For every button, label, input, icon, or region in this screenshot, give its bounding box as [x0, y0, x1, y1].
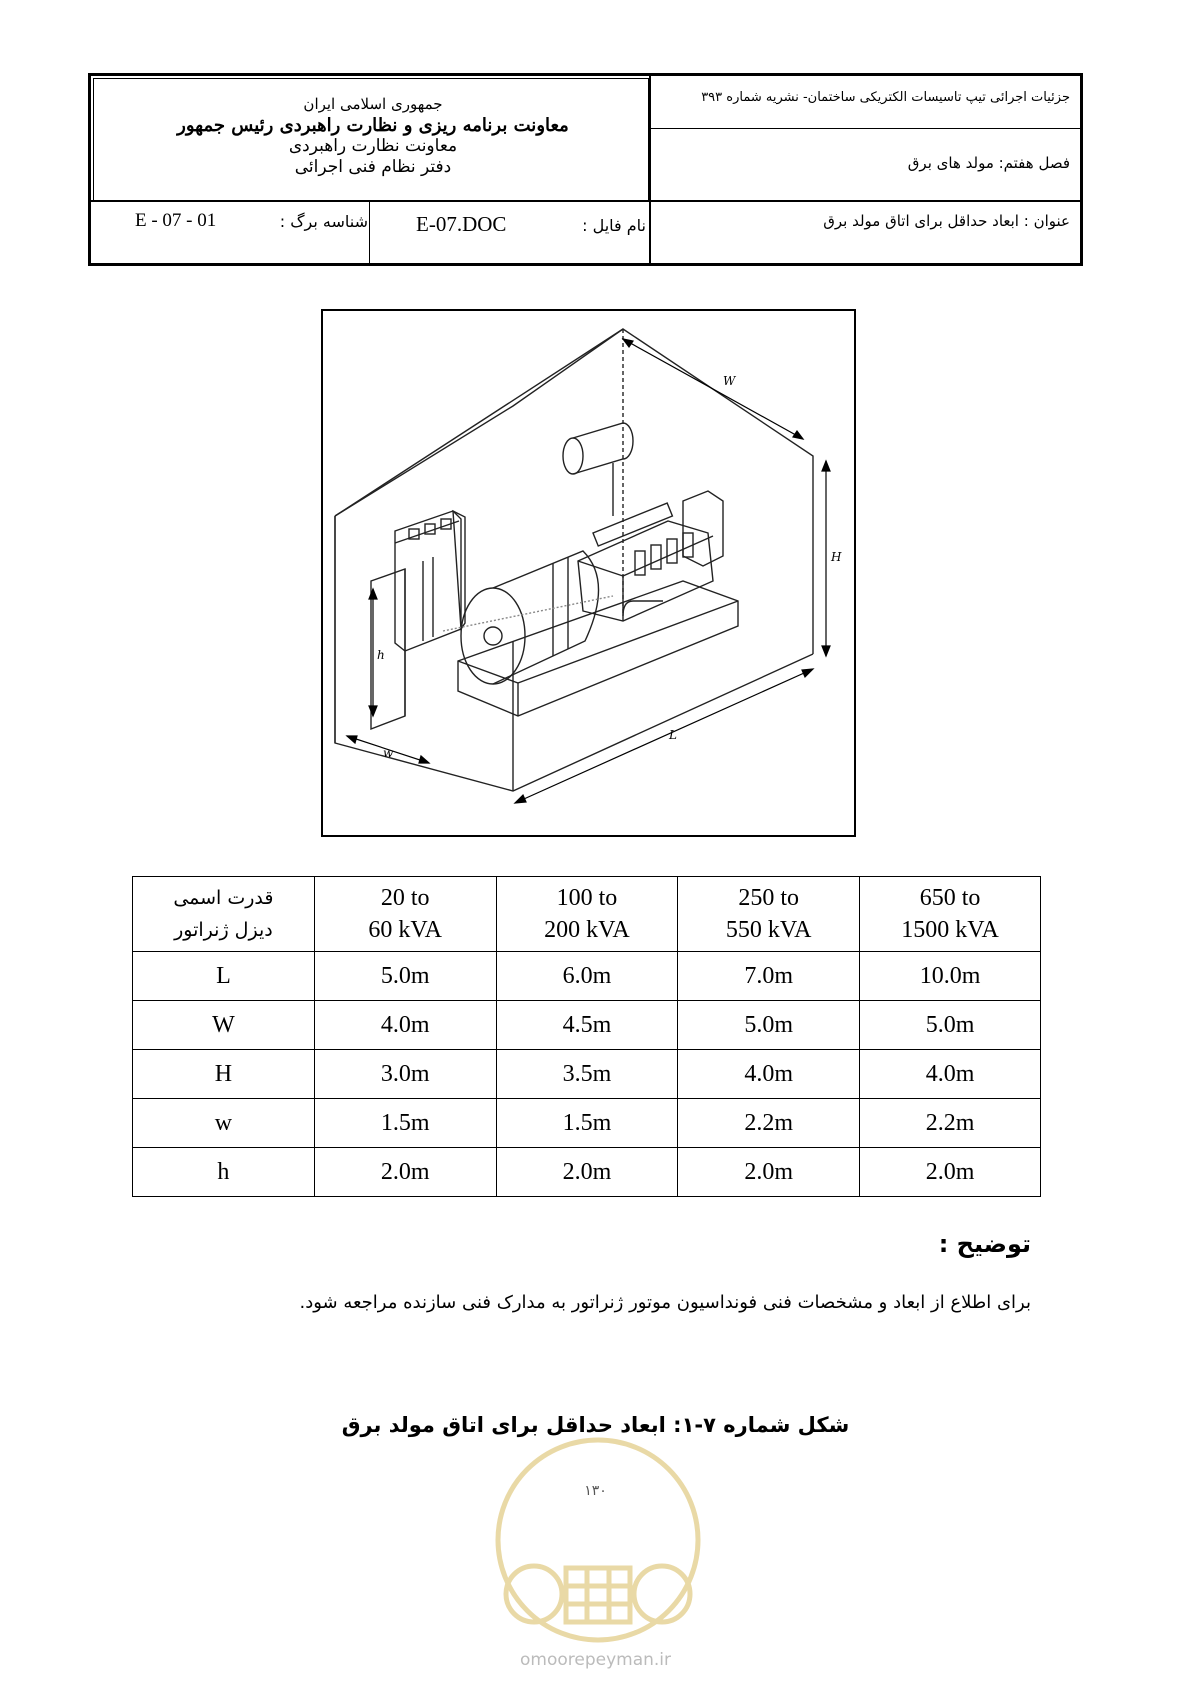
- table-row: [133, 1148, 1041, 1197]
- org-line-2: معاونت برنامه ریزی و نظارت راهبردی رئیس جمهور: [177, 115, 569, 136]
- table-cell: 4.0m: [860, 1050, 1041, 1099]
- table-cell: 3.5m: [496, 1050, 678, 1099]
- watermark-text: omoorepeyman.ir: [519, 1650, 672, 1670]
- row-label-L: L: [133, 952, 315, 1001]
- table-row: [133, 1099, 1041, 1148]
- dimension-label-W: W: [723, 374, 736, 388]
- row-label-h: h: [133, 1148, 315, 1197]
- org-line-4: دفتر نظام فنی اجرائی: [294, 157, 452, 177]
- dimension-label-w: w: [383, 746, 394, 760]
- table-cell: 2.2m: [860, 1099, 1041, 1148]
- table-row: [133, 1001, 1041, 1050]
- watermark-logo-icon: [482, 1432, 714, 1648]
- table-cell: 6.0m: [496, 952, 678, 1001]
- table-cell: 5.0m: [314, 952, 496, 1001]
- file-label: نام فایل :: [582, 216, 646, 235]
- table-cell: 4.0m: [314, 1001, 496, 1050]
- header-cell-range-1: 20 to 60 kVA: [314, 877, 496, 952]
- table-cell: 4.5m: [496, 1001, 678, 1050]
- table-cell: 10.0m: [860, 952, 1041, 1001]
- table-cell: 7.0m: [678, 952, 860, 1001]
- dimensions-table: [132, 876, 1041, 1197]
- sheet-label: شناسه برگ :: [279, 212, 368, 231]
- table-cell: 5.0m: [860, 1001, 1041, 1050]
- table-row: [133, 952, 1041, 1001]
- row-label-H: H: [133, 1050, 315, 1099]
- table-cell: 3.0m: [314, 1050, 496, 1099]
- table-cell: 1.5m: [314, 1099, 496, 1148]
- table-cell: 2.0m: [314, 1148, 496, 1197]
- org-line-1: جمهوری اسلامی ایران: [303, 95, 443, 113]
- note-text: برای اطلاع از ابعاد و مشخصات فنی فونداسیون موتور ژنراتور به مدارک فنی سازنده مراجعه شود.: [299, 1292, 1031, 1313]
- organization-title: [99, 94, 647, 178]
- table-cell: 2.0m: [860, 1148, 1041, 1197]
- chapter-title: فصل هفتم: مولد های برق: [907, 154, 1070, 172]
- dimension-label-L: L: [669, 728, 677, 742]
- table-row: [133, 1050, 1041, 1099]
- table-cell: 4.0m: [678, 1050, 860, 1099]
- subject-label: عنوان :: [1023, 212, 1070, 230]
- sheet-value: E - 07 - 01: [135, 210, 217, 231]
- publication-title: جزئیات اجرائی تیپ تاسیسات الکتریکی ساختمان- نشریه شماره ۳۹۳: [701, 90, 1070, 105]
- dimension-label-H: H: [831, 550, 842, 564]
- note-title: توضیح :: [938, 1230, 1031, 1258]
- table-cell: 2.0m: [496, 1148, 678, 1197]
- header-cell-range-4: 650 to 1500 kVA: [860, 877, 1041, 952]
- figure-caption: شکل شماره ۷-۱: ابعاد حداقل برای اتاق مولد برق: [341, 1413, 850, 1437]
- file-value: E-07.DOC: [416, 212, 507, 236]
- page-number: ۱۳۰: [584, 1483, 607, 1499]
- generator-room-drawing: [323, 311, 854, 835]
- document-header: [88, 73, 1083, 266]
- table-cell: 2.2m: [678, 1099, 860, 1148]
- org-line-3: معاونت نظارت راهبردی: [288, 136, 458, 156]
- table-header-row: [133, 877, 1041, 952]
- generator-room-figure: [321, 309, 856, 837]
- table-cell: 2.0m: [678, 1148, 860, 1197]
- subject-field: [823, 212, 1070, 230]
- subject-value: ابعاد حداقل برای اتاق مولد برق: [823, 212, 1019, 230]
- header-cell-range-2: 100 to 200 kVA: [496, 877, 678, 952]
- table-cell: 5.0m: [678, 1001, 860, 1050]
- dimension-label-h: h: [377, 648, 385, 662]
- header-cell-power-0: قدرت اسمی دیزل ژنراتور: [133, 877, 315, 952]
- row-label-W: W: [133, 1001, 315, 1050]
- table-cell: 1.5m: [496, 1099, 678, 1148]
- row-label-w: w: [133, 1099, 315, 1148]
- header-cell-range-3: 250 to 550 kVA: [678, 877, 860, 952]
